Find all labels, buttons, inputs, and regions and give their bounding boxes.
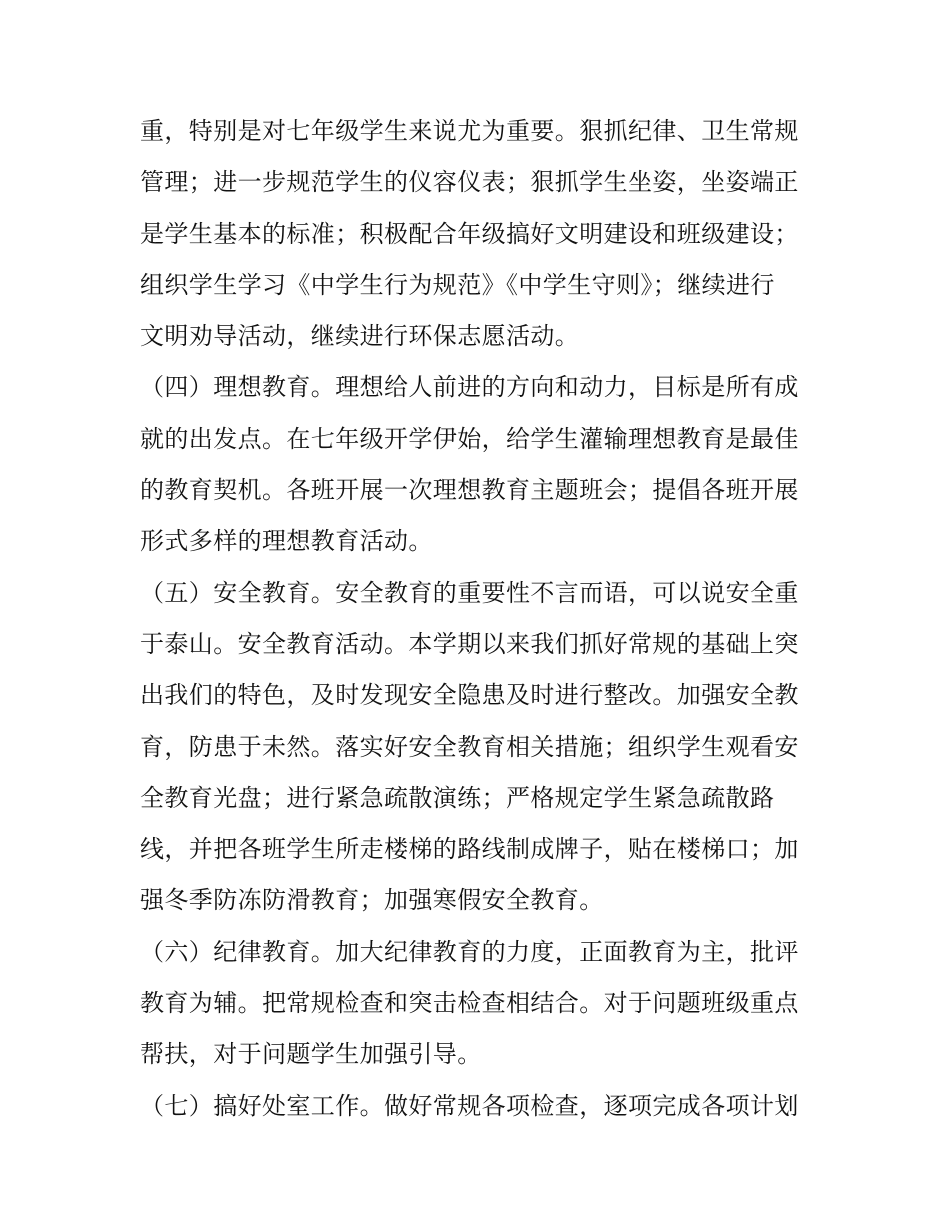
text-line: 的教育契机。各班开展一次理想教育主题班会；提倡各班开展 <box>140 476 799 505</box>
text-line: 管理；进一步规范学生的仪容仪表；狠抓学生坐姿，坐姿端正 <box>140 168 799 197</box>
text-line: 组织学生学习《中学生行为规范》《中学生守则》；继续进行 <box>140 270 775 299</box>
document-body <box>140 106 820 1132</box>
text-line: 于泰山。安全教育活动。本学期以来我们抓好常规的基础上突 <box>140 629 799 658</box>
text-line: 重，特别是对七年级学生来说尤为重要。狠抓纪律、卫生常规 <box>140 117 799 145</box>
text-line: 全教育光盘；进行紧急疏散演练；严格规定学生紧急疏散路 <box>140 783 775 812</box>
text-line: 是学生基本的标准；积极配合年级搞好文明建设和班级建设； <box>140 219 799 248</box>
text-line: 强冬季防冻防滑教育；加强寒假安全教育。 <box>140 886 604 915</box>
text-line: （七）搞好处室工作。做好常规各项检查，逐项完成各项计划 <box>140 1091 799 1120</box>
text-line: （四）理想教育。理想给人前进的方向和动力，目标是所有成 <box>140 373 799 402</box>
text-line: 出我们的特色，及时发现安全隐患及时进行整改。加强安全教 <box>140 681 799 710</box>
text-line: 育，防患于未然。落实好安全教育相关措施；组织学生观看安 <box>140 732 799 761</box>
text-line: 帮扶，对于问题学生加强引导。 <box>140 1040 482 1069</box>
text-line: （五）安全教育。安全教育的重要性不言而语，可以说安全重 <box>140 578 799 607</box>
text-line: 教育为辅。把常规检查和突击检查相结合。对于问题班级重点 <box>140 989 799 1018</box>
text-line: 线，并把各班学生所走楼梯的路线制成牌子，贴在楼梯口；加 <box>140 835 799 864</box>
text-line: 就的出发点。在七年级开学伊始，给学生灌输理想教育是最佳 <box>140 424 799 453</box>
text-line: （六）纪律教育。加大纪律教育的力度，正面教育为主，批评 <box>140 937 799 966</box>
text-line: 形式多样的理想教育活动。 <box>140 527 433 556</box>
text-line: 文明劝导活动，继续进行环保志愿活动。 <box>140 322 580 351</box>
